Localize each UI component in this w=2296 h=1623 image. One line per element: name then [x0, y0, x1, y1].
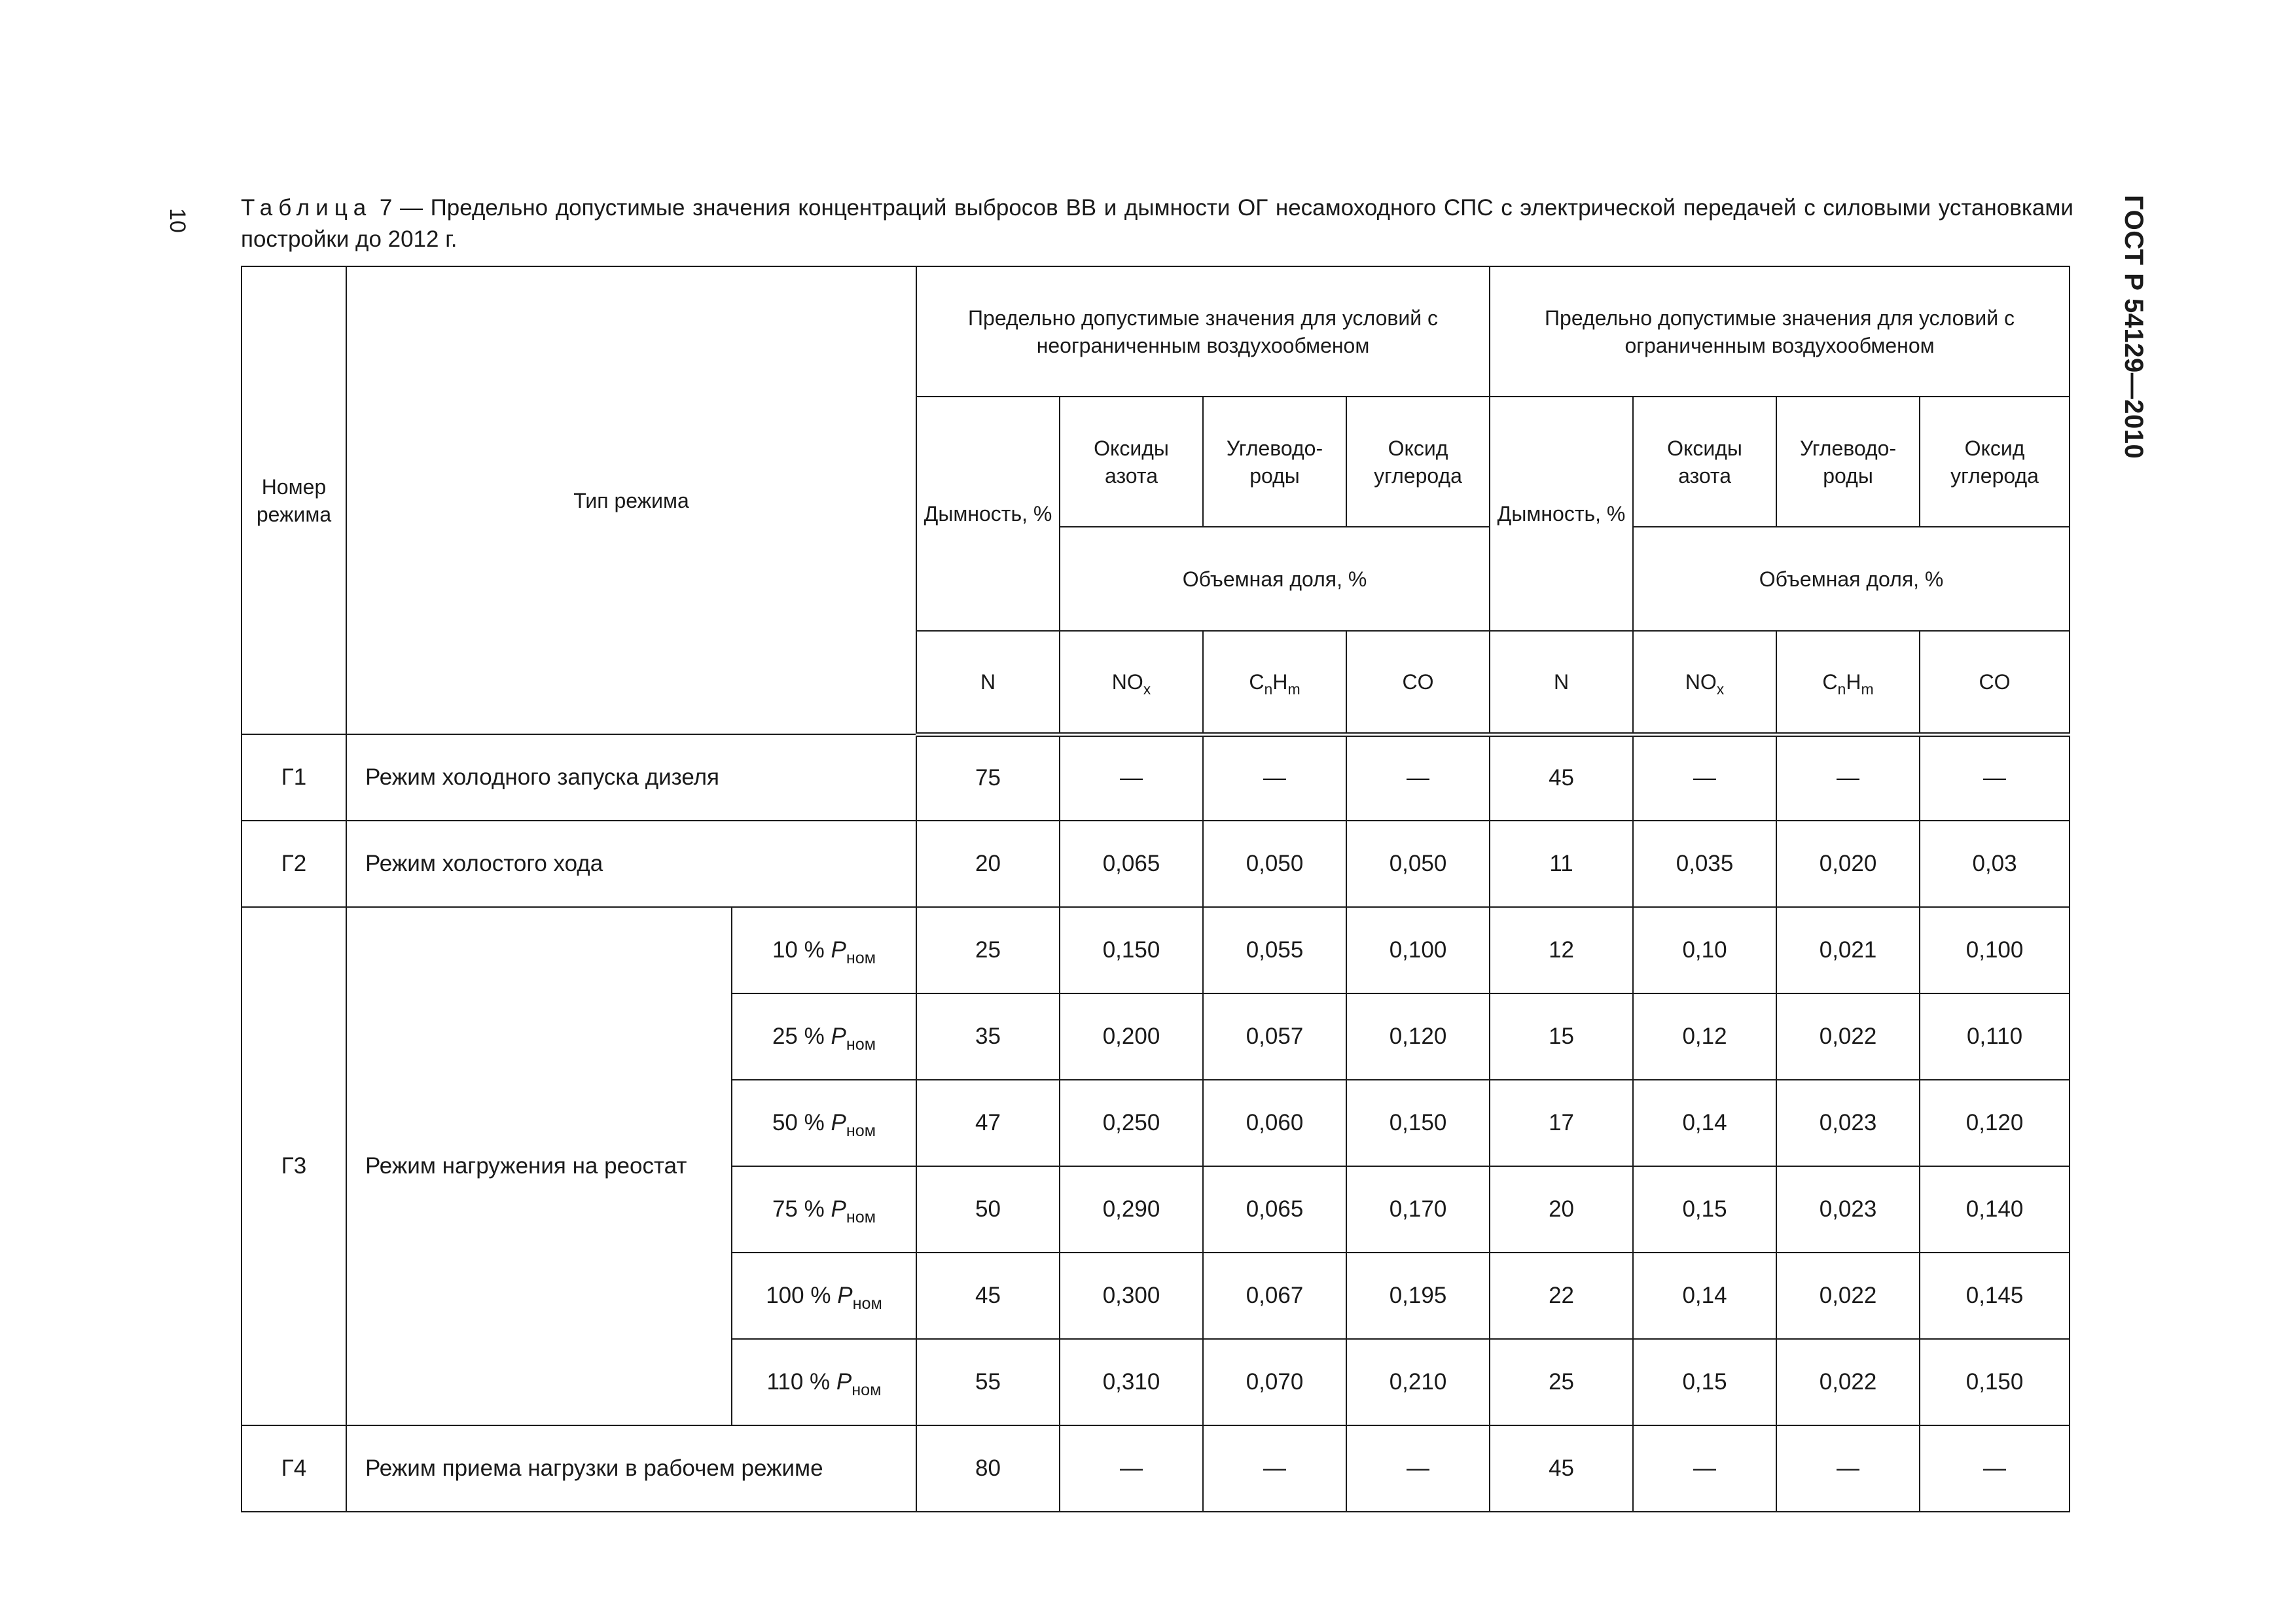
value-cell: —: [1346, 1425, 1490, 1512]
value-cell: 0,022: [1776, 1339, 1920, 1425]
header-row: [242, 266, 2070, 397]
value-cell: 0,200: [1060, 993, 1203, 1080]
value-cell: 0,15: [1633, 1339, 1776, 1425]
table-row: [242, 821, 2070, 907]
value-cell: —: [1203, 734, 1346, 821]
mode-name: Режим приема нагрузки в рабочем режиме: [346, 1425, 916, 1512]
header-hc: Углеводо-роды: [1776, 397, 1920, 527]
symbol-co: CO: [1920, 631, 2070, 734]
value-cell: 80: [916, 1425, 1060, 1512]
value-cell: 12: [1490, 907, 1633, 993]
value-cell: 0,170: [1346, 1166, 1490, 1253]
value-cell: 0,100: [1920, 907, 2070, 993]
value-cell: 25: [916, 907, 1060, 993]
emissions-table: [241, 266, 2070, 1512]
value-cell: 0,195: [1346, 1253, 1490, 1339]
mode-id: Г1: [242, 734, 346, 821]
value-cell: —: [1920, 734, 2070, 821]
value-cell: 0,290: [1060, 1166, 1203, 1253]
value-cell: 0,150: [1060, 907, 1203, 993]
value-cell: 45: [1490, 1425, 1633, 1512]
value-cell: 25: [1490, 1339, 1633, 1425]
header-co: Оксид углерода: [1920, 397, 2070, 527]
value-cell: 35: [916, 993, 1060, 1080]
value-cell: —: [1776, 734, 1920, 821]
header-smoke: Дымность, %: [916, 397, 1060, 631]
value-cell: 20: [916, 821, 1060, 907]
value-cell: —: [1633, 1425, 1776, 1512]
header-group-limited: Предельно допустимые значения для условий с ограниченным воздухообменом: [1490, 266, 2070, 397]
load-level: 25 % $P_{ном}$: [732, 993, 916, 1080]
header-co: Оксид углерода: [1346, 397, 1490, 527]
caption-number: 7: [379, 195, 393, 221]
header-hc: Углеводо-роды: [1203, 397, 1346, 527]
value-cell: 0,022: [1776, 1253, 1920, 1339]
value-cell: 0,210: [1346, 1339, 1490, 1425]
value-cell: 0,023: [1776, 1166, 1920, 1253]
symbol-co: CO: [1346, 631, 1490, 734]
mode-name: Режим нагружения на реостат: [346, 907, 732, 1425]
header-nox: Оксиды азота: [1633, 397, 1776, 527]
header-mode-number: Номер режима: [242, 266, 346, 734]
value-cell: —: [1633, 734, 1776, 821]
value-cell: 0,050: [1203, 821, 1346, 907]
load-level: 75 % $P_{ном}$: [732, 1166, 916, 1253]
symbol-nox: $NO_x$: [1633, 631, 1776, 734]
load-level: 100 % $P_{ном}$: [732, 1253, 916, 1339]
mode-id: Г2: [242, 821, 346, 907]
value-cell: 0,060: [1203, 1080, 1346, 1166]
value-cell: 0,140: [1920, 1166, 2070, 1253]
symbol-nox: $NO_x$: [1060, 631, 1203, 734]
value-cell: 0,150: [1920, 1339, 2070, 1425]
value-cell: 0,120: [1920, 1080, 2070, 1166]
mode-id: Г4: [242, 1425, 346, 1512]
value-cell: 11: [1490, 821, 1633, 907]
value-cell: 0,067: [1203, 1253, 1346, 1339]
value-cell: 0,250: [1060, 1080, 1203, 1166]
standard-code: ГОСТ Р 54129—2010: [2119, 195, 2148, 459]
value-cell: 0,055: [1203, 907, 1346, 993]
value-cell: 47: [916, 1080, 1060, 1166]
caption-text: — Предельно допустимые значения концентраций выбросов ВВ и дымности ОГ несамоходного СПС с электрической передачей с силовыми установками постройки до 2012 г.: [241, 195, 2073, 252]
symbol-cnhm: $C_nH_m$: [1776, 631, 1920, 734]
mode-id: Г3: [242, 907, 346, 1425]
value-cell: 55: [916, 1339, 1060, 1425]
value-cell: 0,057: [1203, 993, 1346, 1080]
value-cell: 0,14: [1633, 1253, 1776, 1339]
load-level: 50 % $P_{ном}$: [732, 1080, 916, 1166]
value-cell: 0,022: [1776, 993, 1920, 1080]
value-cell: 0,14: [1633, 1080, 1776, 1166]
header-smoke: Дымность, %: [1490, 397, 1633, 631]
table-caption: [241, 192, 2073, 255]
value-cell: —: [1060, 734, 1203, 821]
header-group-unlimited: Предельно допустимые значения для условий с неограниченным воздухообменом: [916, 266, 1490, 397]
value-cell: 20: [1490, 1166, 1633, 1253]
table-row: [242, 907, 2070, 993]
value-cell: —: [1920, 1425, 2070, 1512]
value-cell: 0,050: [1346, 821, 1490, 907]
value-cell: 0,300: [1060, 1253, 1203, 1339]
value-cell: 0,021: [1776, 907, 1920, 993]
symbol-cnhm: $C_nH_m$: [1203, 631, 1346, 734]
symbol-n: N: [1490, 631, 1633, 734]
header-mode-type: Тип режима: [346, 266, 916, 734]
header-volume-fraction: Объемная доля, %: [1633, 527, 2070, 631]
value-cell: 0,035: [1633, 821, 1776, 907]
value-cell: —: [1203, 1425, 1346, 1512]
value-cell: 22: [1490, 1253, 1633, 1339]
value-cell: 0,03: [1920, 821, 2070, 907]
table-row: [242, 1425, 2070, 1512]
value-cell: 0,110: [1920, 993, 2070, 1080]
header-volume-fraction: Объемная доля, %: [1060, 527, 1490, 631]
mode-name: Режим холостого хода: [346, 821, 916, 907]
value-cell: 45: [916, 1253, 1060, 1339]
mode-name: Режим холодного запуска дизеля: [346, 734, 916, 821]
page-number: 10: [165, 208, 190, 233]
caption-label: Таблица: [241, 195, 372, 221]
load-level: 10 % $P_{ном}$: [732, 907, 916, 993]
value-cell: —: [1776, 1425, 1920, 1512]
symbol-n: N: [916, 631, 1060, 734]
value-cell: 0,023: [1776, 1080, 1920, 1166]
value-cell: 0,145: [1920, 1253, 2070, 1339]
value-cell: 17: [1490, 1080, 1633, 1166]
value-cell: 75: [916, 734, 1060, 821]
value-cell: 0,310: [1060, 1339, 1203, 1425]
value-cell: 0,10: [1633, 907, 1776, 993]
value-cell: 0,150: [1346, 1080, 1490, 1166]
value-cell: 45: [1490, 734, 1633, 821]
value-cell: 15: [1490, 993, 1633, 1080]
value-cell: 50: [916, 1166, 1060, 1253]
value-cell: 0,12: [1633, 993, 1776, 1080]
value-cell: —: [1346, 734, 1490, 821]
table-row: [242, 734, 2070, 821]
value-cell: 0,020: [1776, 821, 1920, 907]
value-cell: 0,100: [1346, 907, 1490, 993]
load-level: 110 % $P_{ном}$: [732, 1339, 916, 1425]
header-nox: Оксиды азота: [1060, 397, 1203, 527]
value-cell: 0,15: [1633, 1166, 1776, 1253]
value-cell: 0,070: [1203, 1339, 1346, 1425]
value-cell: 0,065: [1203, 1166, 1346, 1253]
value-cell: 0,120: [1346, 993, 1490, 1080]
value-cell: —: [1060, 1425, 1203, 1512]
value-cell: 0,065: [1060, 821, 1203, 907]
